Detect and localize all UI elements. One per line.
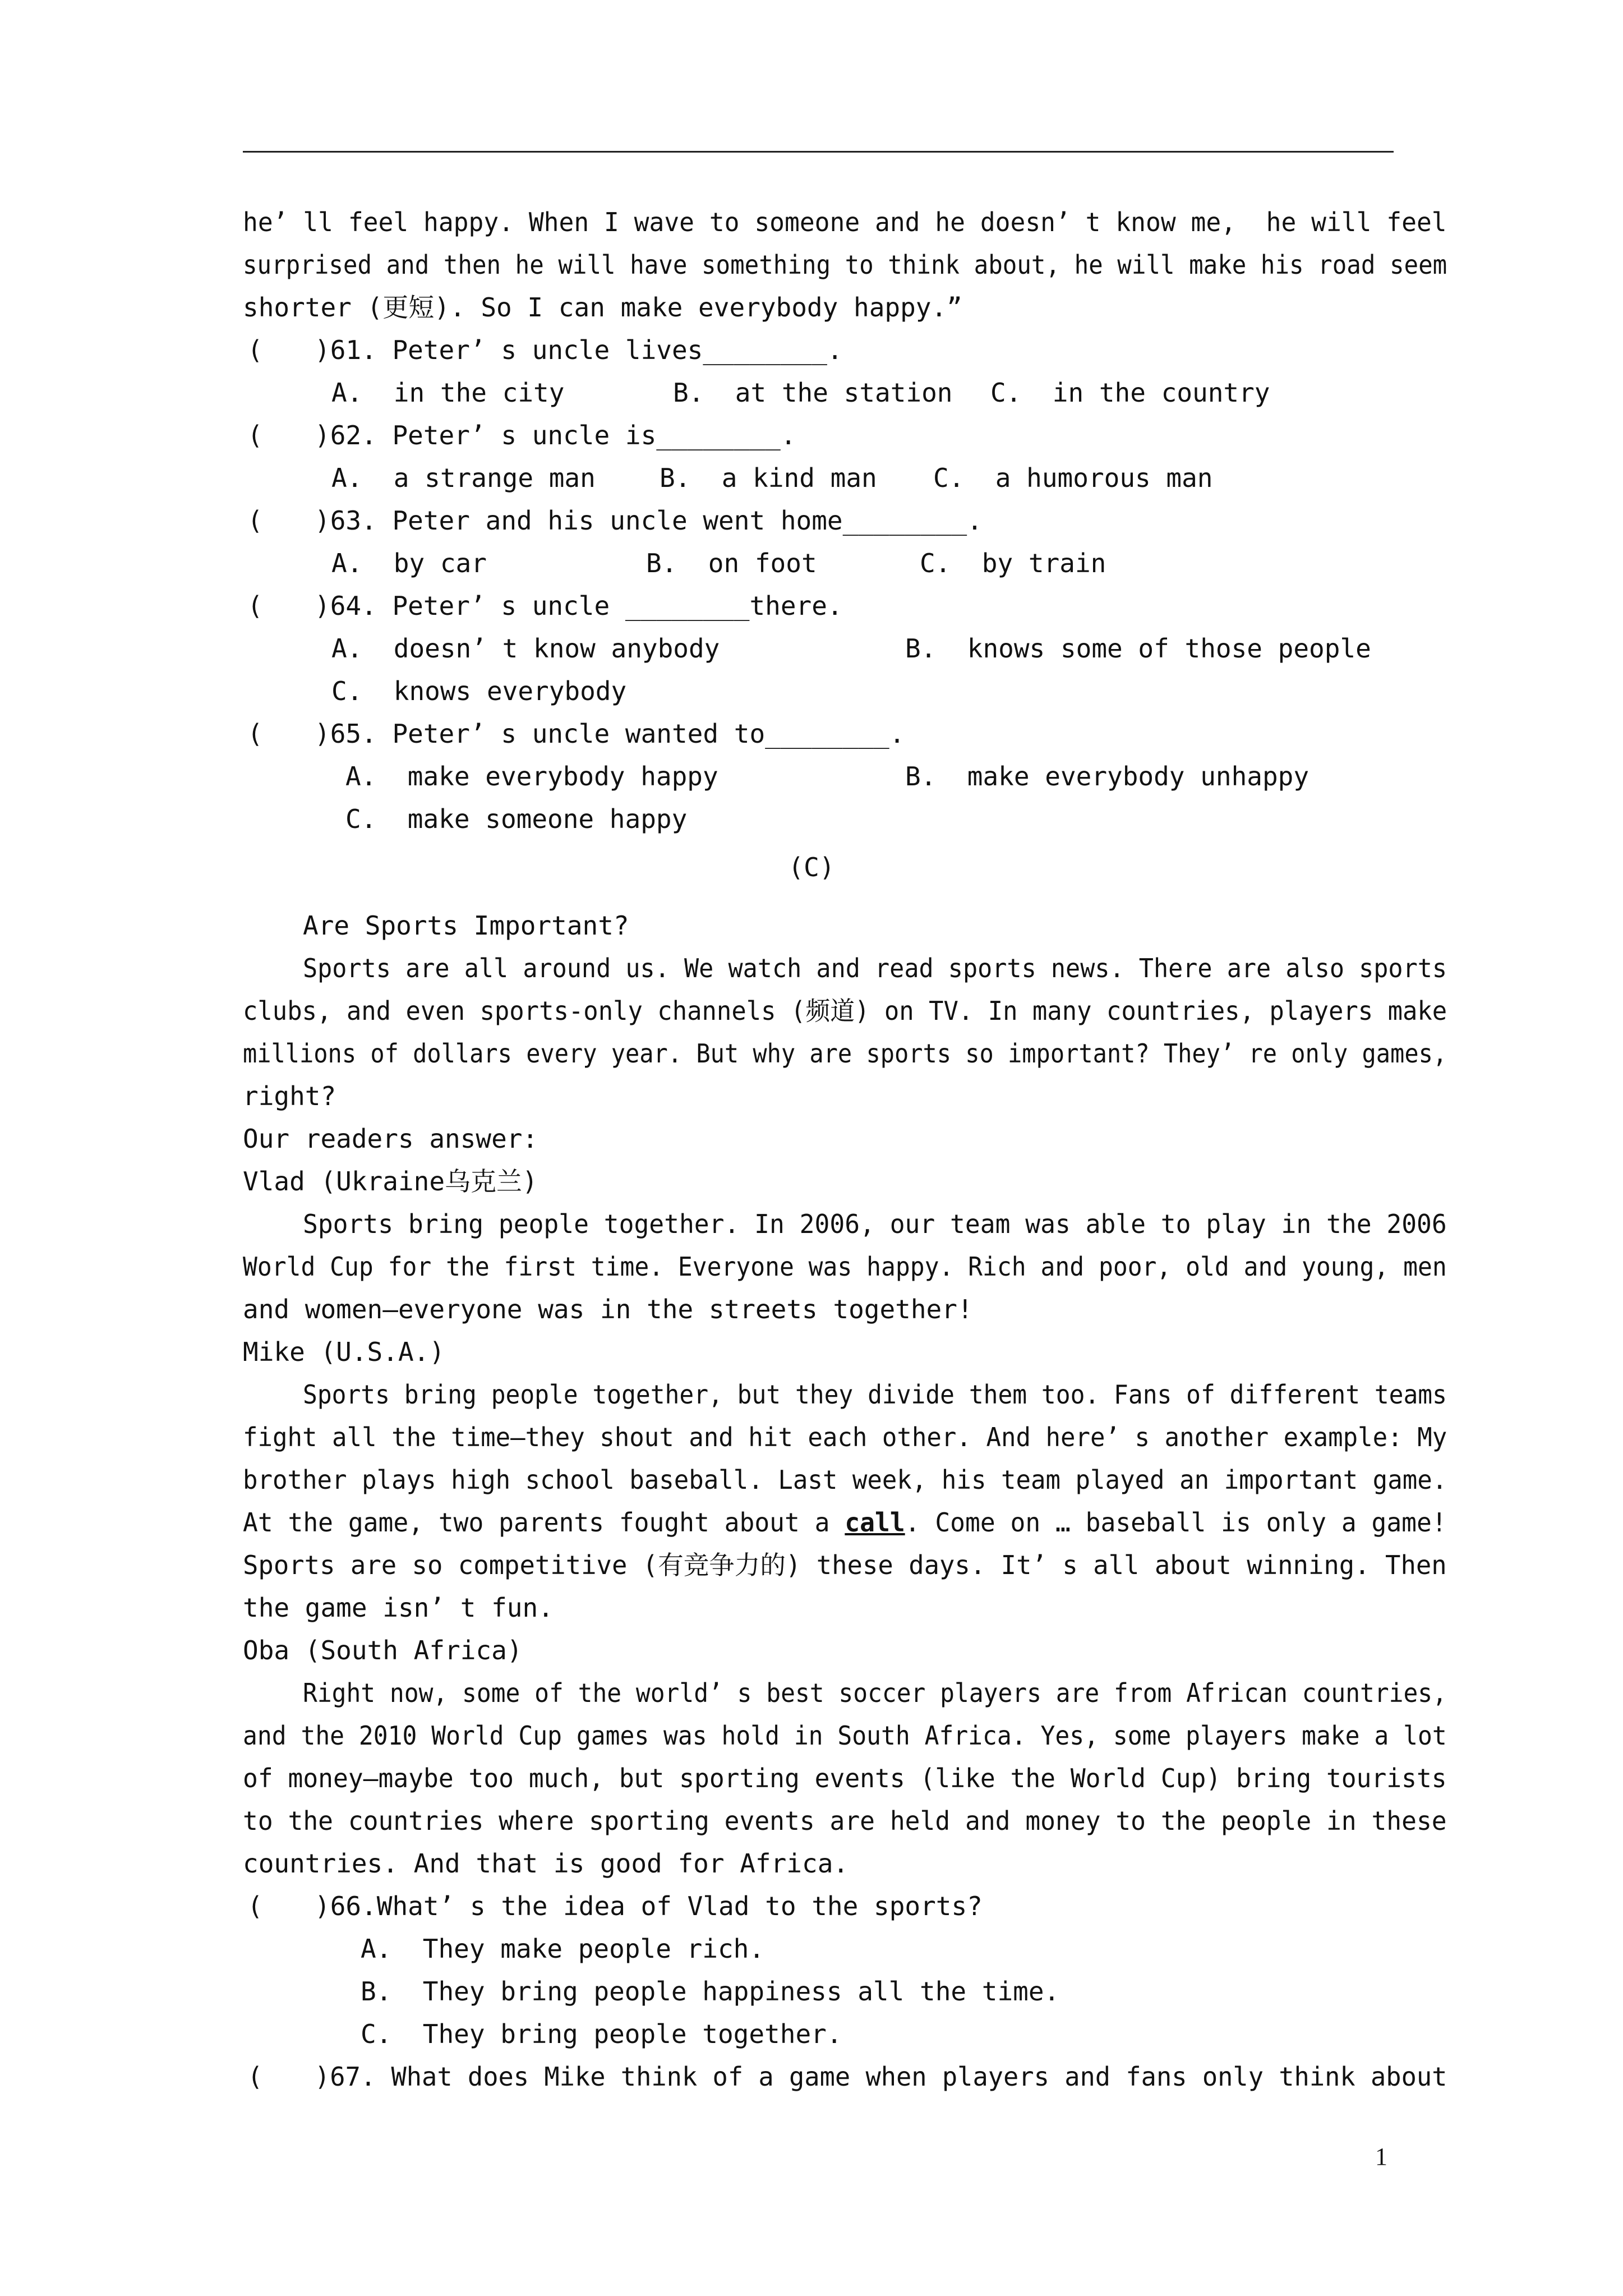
- passage-c-line: Right now, some of the world’ s best soccer players are from African countries,: [303, 1678, 1447, 1708]
- option: C. a humorous man: [933, 463, 1213, 493]
- passage-b-line: surprised and then he will have something to think about, he will make his road seem: [243, 250, 1447, 280]
- passage-c-line: brother plays high school baseball. Last week, his team played an important game.: [243, 1465, 1447, 1495]
- passage-c-line: fight all the time—they shout and hit each other. And here’ s another example: My: [243, 1422, 1447, 1452]
- underlined-word: call: [845, 1507, 905, 1538]
- question-stem: )66.What’ s the idea of Vlad to the sports?: [315, 1891, 983, 1921]
- section-label: (C): [788, 852, 835, 882]
- answer-paren: (: [247, 719, 263, 749]
- answer-paren: (: [247, 591, 263, 621]
- option: C. in the country: [990, 378, 1270, 408]
- passage-c-line: countries. And that is good for Africa.: [243, 1848, 849, 1879]
- option: C. They bring people together.: [361, 2019, 842, 2049]
- answer-paren: (: [247, 420, 263, 450]
- passage-b-line: he’ ll feel happy. When I wave to someone and he doesn’ t know me, he will feel: [243, 207, 1447, 237]
- line-text: At the game, two parents fought about a: [243, 1507, 845, 1538]
- header-rule: [243, 151, 1394, 153]
- option: B. They bring people happiness all the time.: [361, 1976, 1060, 2007]
- passage-title: Are Sports Important?: [303, 910, 629, 941]
- question-stem: )64. Peter’ s uncle ________there.: [315, 591, 843, 621]
- passage-c-line: right?: [243, 1081, 336, 1111]
- option: C. by train: [920, 548, 1106, 578]
- option: B. knows some of those people: [905, 633, 1371, 664]
- passage-c-line: and the 2010 World Cup games was hold in South Africa. Yes, some players make a lot: [243, 1720, 1447, 1751]
- question-stem: )62. Peter’ s uncle is________.: [315, 420, 796, 450]
- option: A. make everybody happy: [345, 761, 718, 792]
- option: A. doesn’ t know anybody: [331, 633, 720, 664]
- passage-c-line: to the countries where sporting events are held and money to the people in these: [243, 1806, 1447, 1836]
- option: B. on foot: [646, 548, 817, 578]
- option: C. knows everybody: [331, 676, 627, 706]
- option: B. at the station: [673, 378, 953, 408]
- passage-c-line: clubs, and even sports-only channels (频道) on TV. In many countries, players make: [243, 996, 1447, 1026]
- line-text: . Come on … baseball is only a game!: [905, 1507, 1447, 1538]
- passage-c-line: [243, 1506, 1447, 1539]
- readers-answer-heading: Our readers answer:: [243, 1124, 538, 1154]
- answer-paren: (: [247, 505, 263, 536]
- passage-c-line: Sports are so competitive (有竞争力的) these days. It’ s all about winning. Then: [243, 1550, 1447, 1580]
- passage-c-line: the game isn’ t fun.: [243, 1593, 554, 1623]
- question-stem: )67. What does Mike think of a game when players and fans only think about: [315, 2062, 1447, 2092]
- passage-c-line: World Cup for the first time. Everyone was happy. Rich and poor, old and young, men: [243, 1251, 1447, 1282]
- passage-b-line: shorter (更短). So I can make everybody happy.”: [243, 292, 962, 323]
- passage-c-line: and women—everyone was in the streets together!: [243, 1294, 973, 1324]
- answer-paren: (: [247, 2062, 263, 2092]
- option: A. in the city: [331, 378, 565, 408]
- passage-c-line: of money—maybe too much, but sporting events (like the World Cup) bring tourists: [243, 1763, 1447, 1793]
- page-number: 1: [1375, 2143, 1387, 2170]
- question-stem: )63. Peter and his uncle went home________.: [315, 505, 983, 536]
- option: A. They make people rich.: [361, 1934, 765, 1964]
- option: A. by car: [331, 548, 487, 578]
- question-stem: )65. Peter’ s uncle wanted to________.: [315, 719, 905, 749]
- option: B. make everybody unhappy: [905, 761, 1310, 792]
- passage-c-line: Sports are all around us. We watch and read sports news. There are also sports: [303, 953, 1447, 983]
- option: C. make someone happy: [345, 804, 688, 834]
- reader-name-oba: Oba (South Africa): [243, 1635, 523, 1665]
- option: A. a strange man: [331, 463, 596, 493]
- passage-c-line: millions of dollars every year. But why are sports so important? They’ re only games,: [243, 1038, 1447, 1069]
- question-stem: )61. Peter’ s uncle lives________.: [315, 335, 843, 365]
- passage-c-line: Sports bring people together, but they divide them too. Fans of different teams: [303, 1379, 1447, 1410]
- reader-name-mike: Mike (U.S.A.): [243, 1337, 445, 1367]
- passage-c-line: Sports bring people together. In 2006, our team was able to play in the 2006: [303, 1209, 1447, 1239]
- reader-name-vlad: Vlad (Ukraine乌克兰): [243, 1166, 538, 1197]
- answer-paren: (: [247, 335, 263, 365]
- option: B. a kind man: [660, 463, 877, 493]
- answer-paren: (: [247, 1891, 263, 1921]
